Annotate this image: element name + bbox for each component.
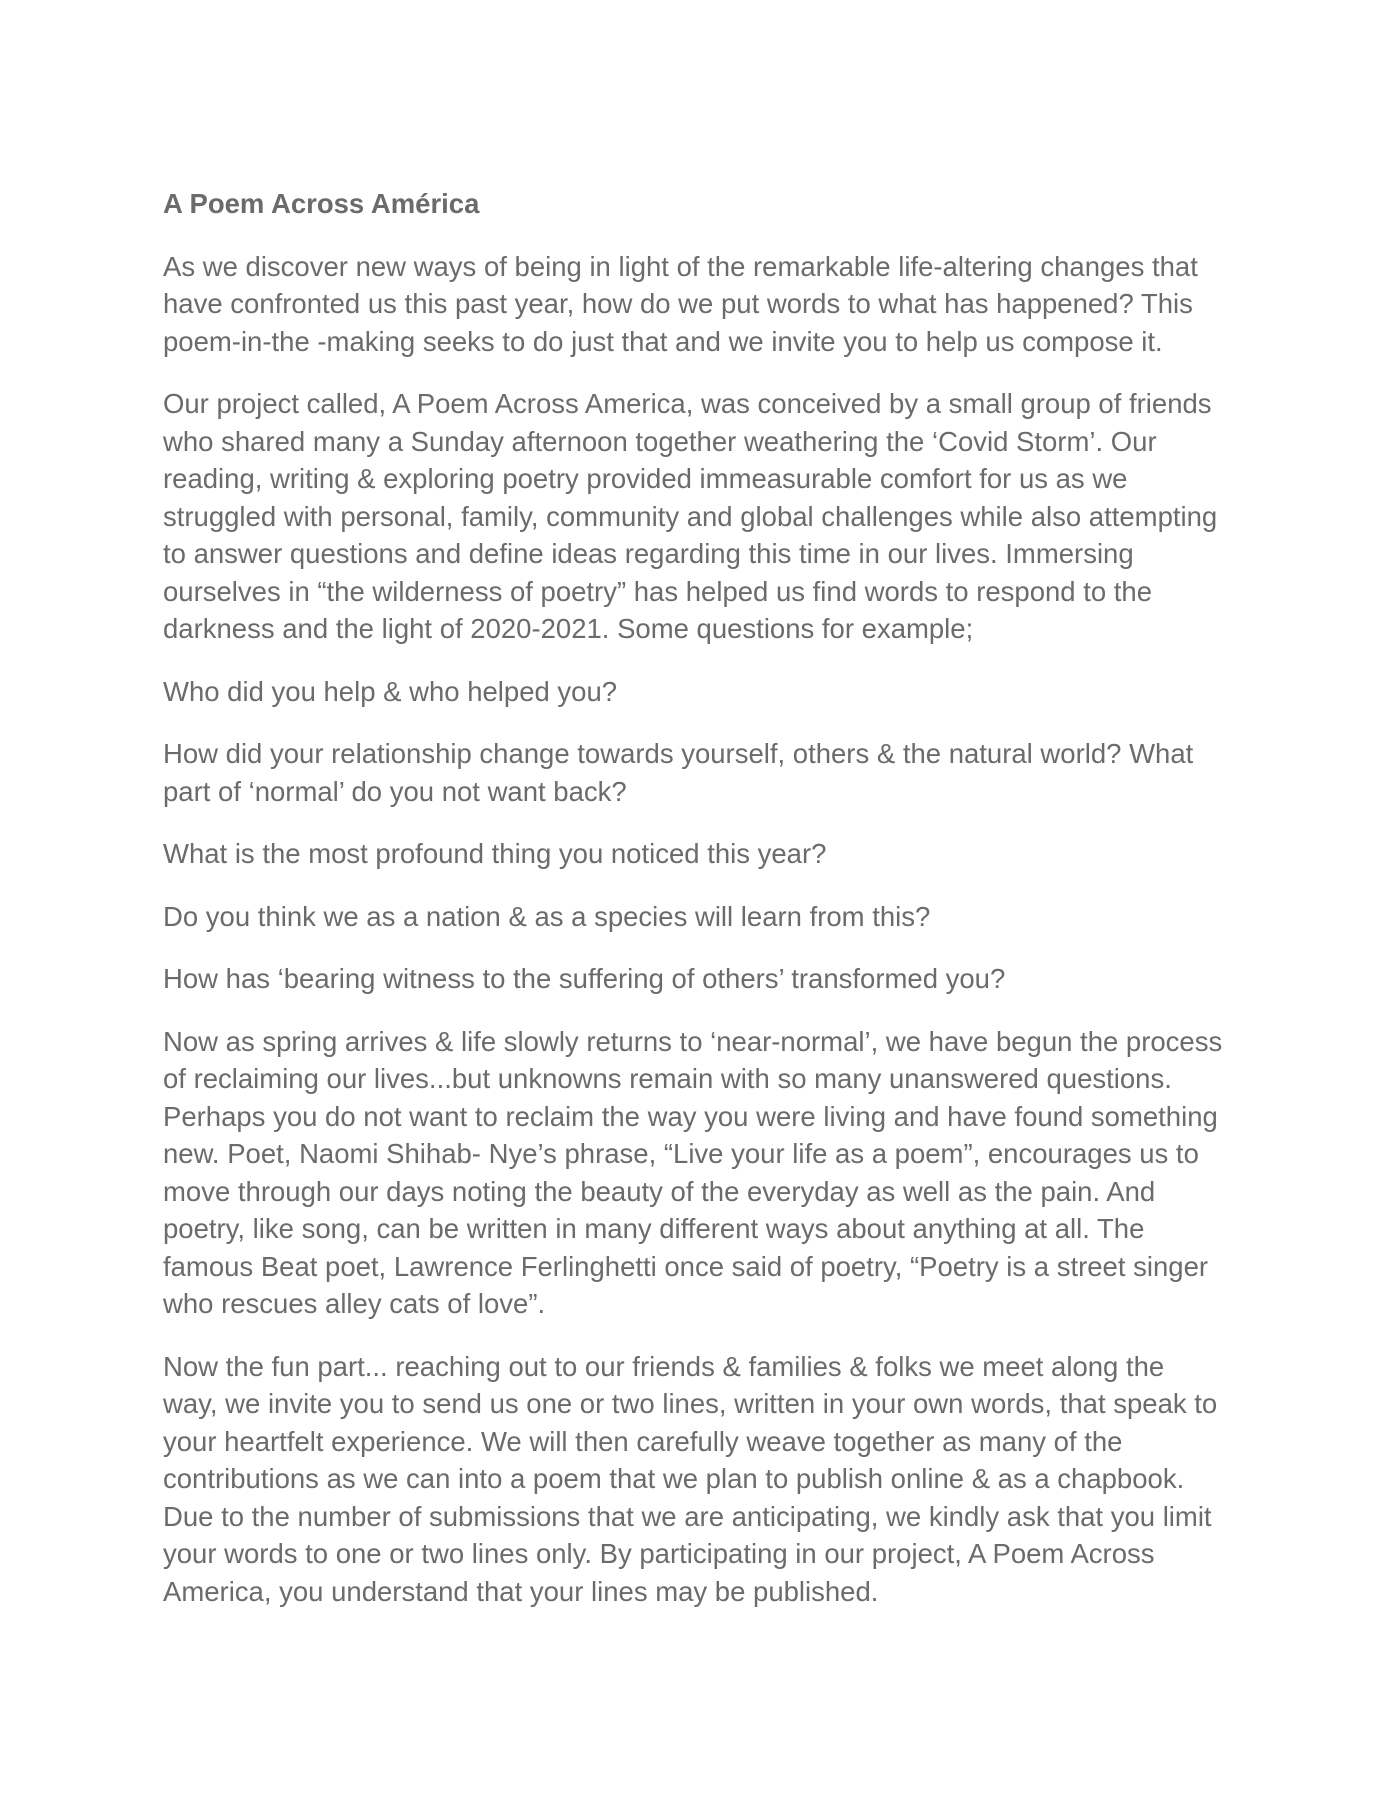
- question-relationship: How did your relationship change towards yourself, others & the natural world? What part of ‘normal’ do you not want back?: [163, 738, 1194, 807]
- question-witness: How has ‘bearing witness to the suffering of others’ transformed you?: [163, 963, 1006, 994]
- question-help: Who did you help & who helped you?: [163, 675, 618, 707]
- paragraph-spring: Now as spring arrives & life slowly returns to ‘near-normal’, we have begun the process of reclaiming our lives...but unknowns remain with so many unanswered questions. Perhaps you do not want to reclaim the way you were living and have found something new. Poet, Naomi Shihab- Nye’s phrase, “Live your life as a poem”, encourages us to move through our days noting the beauty of the everyday as well as the pain. And poetry, like song, can be written in many different ways about anything at all. The famous Beat poet, Lawrence Ferlinghetti once said of poetry, “Poetry is a street singer who rescues alley cats of love”.: [163, 1025, 1223, 1319]
- paragraph-project: Our project called, A Poem Across America, was conceived by a small group of friends who shared many a Sunday afternoon together weathering the ‘Covid Storm’. Our reading, writing & exploring poetry provided immeasurable comfort for us as we struggled with personal, family, community and global challenges while also attempting to answer questions and define ideas regarding this time in our lives. Immersing ourselves in “the wilderness of poetry” has helped us find words to respond to the darkness and the light of 2020-2021. Some questions for example;: [163, 388, 1218, 644]
- question-profound: What is the most profound thing you noticed this year?: [163, 838, 827, 869]
- document-body: [163, 185, 1223, 1635]
- document-title: A Poem Across América: [163, 188, 480, 219]
- paragraph-invitation: Now the fun part... reaching out to our friends & families & folks we meet along the way, we invite you to send us one or two lines, written in your own words, that speak to your heartfelt experience. We will then carefully weave together as many of the contributions as we can into a poem that we plan to publish online & as a chapbook. Due to the number of submissions that we are anticipating, we kindly ask that you limit your words to one or two lines only. By participating in our project, A Poem Across America, you understand that your lines may be published.: [163, 1350, 1218, 1607]
- paragraph-intro: As we discover new ways of being in light of the remarkable life-altering changes that have confronted us this past year, how do we put words to what has happened? This poem-in-the -making seeks to do just that and we invite you to help us compose it.: [163, 250, 1198, 357]
- question-learn: Do you think we as a nation & as a species will learn from this?: [163, 900, 931, 932]
